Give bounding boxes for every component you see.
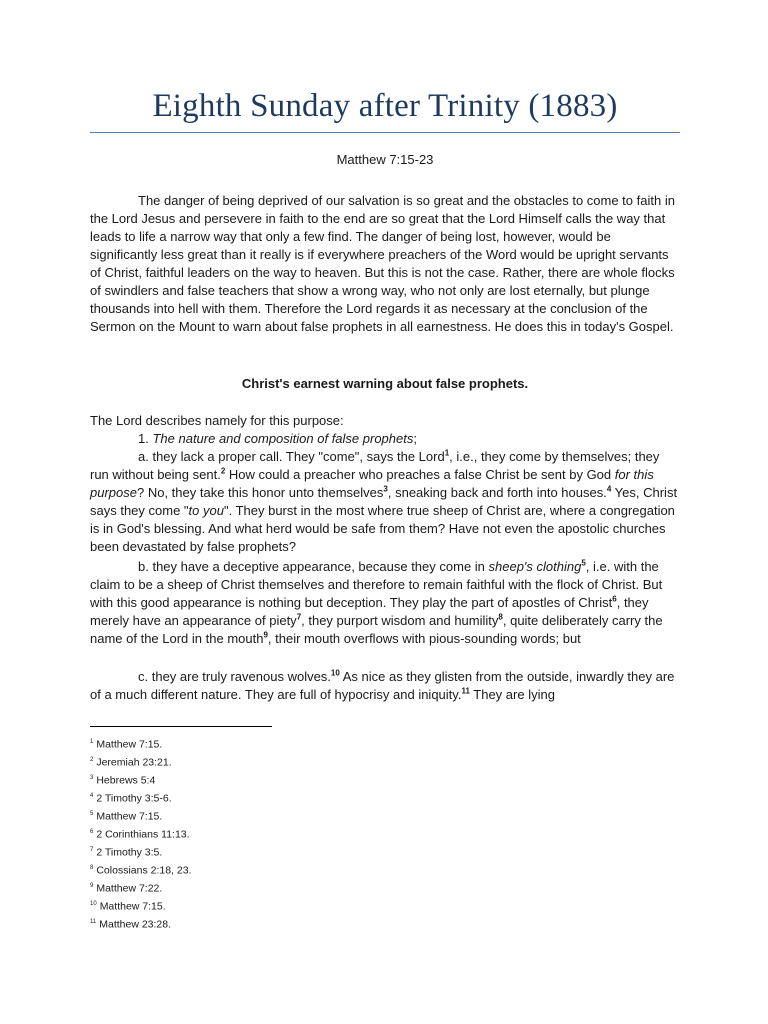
point-1 <box>90 430 728 448</box>
footnote-item <box>90 879 390 897</box>
footnote-text: Matthew 23:28. <box>99 918 172 931</box>
para-a-text: , sneaking back and forth into houses. <box>387 485 607 500</box>
para-b-text: , their mouth overflows with pious-sounding words; but <box>267 631 581 646</box>
para-b-text: , i.e. with the claim to be a sheep of Christ themselves and therefore to remain faithful with the flock of Christ. But with this good appearance is nothing but deception. They play the part of apostles of Christ <box>90 559 663 610</box>
footnote-ref: 3 <box>383 484 388 494</box>
footnotes-list <box>90 735 390 933</box>
footnote-number: 8 <box>90 865 94 871</box>
para-c-text: As nice as they glisten from the outside, inwardly they are of a much different nature. They are full of hypocrisy and iniquity. <box>90 669 675 702</box>
para-b-emphasis: sheep's clothing <box>488 559 582 574</box>
footnote-item <box>90 843 390 861</box>
footnote-item <box>90 897 390 915</box>
footnote-ref: 8 <box>498 612 503 622</box>
footnote-text: Matthew 7:15. <box>96 738 163 751</box>
title-underline <box>90 132 680 133</box>
scripture-reference: Matthew 7:15-23 <box>336 152 434 167</box>
footnote-separator <box>90 726 272 727</box>
footnote-text: Matthew 7:15. <box>99 900 166 913</box>
para-a-text: ? No, they take this honor unto themselves <box>136 485 384 500</box>
footnote-number: 7 <box>90 847 94 853</box>
footnote-text: Matthew 7:22. <box>96 882 163 895</box>
para-a-text: How could a preacher who preaches a false Christ be sent by God <box>225 467 615 482</box>
footnote-item <box>90 825 390 843</box>
paragraph-c <box>90 668 680 704</box>
footnote-ref: 1 <box>444 448 450 458</box>
footnote-item <box>90 735 390 753</box>
footnote-ref: 11 <box>461 686 470 696</box>
para-a-emphasis: to you <box>188 503 224 518</box>
intro-paragraph: The danger of being deprived of our salvation is so great and the obstacles to come to faith in the Lord Jesus and persevere in faith to the end are so great that the Lord Himself calls the way that leads to life a narrow way that only a few find. The danger of being lost, however, would be significantly less great than it really is if everywhere preachers of the Word would be upright servants of Christ, faithful leaders on the way to heaven. But this is not the case. Rather, there are whole flocks of swindlers and false teachers that show a wrong way, who not only are lost eternally, but plunge thousands into hell with them. Therefore the Lord regards it as necessary at the conclusion of the Sermon on the Mount to warn about false prophets in all earnestness. He does this in today's Gospel. <box>90 193 675 334</box>
footnote-text: Hebrews 5:4 <box>96 774 156 787</box>
footnote-ref: 10 <box>330 668 340 678</box>
para-a-text: , i.e., they come by themselves; they run without being sent. <box>90 449 660 482</box>
footnote-number: 11 <box>90 919 97 925</box>
footnote-text: Colossians 2:18, 23. <box>96 864 192 877</box>
point-1-text: The nature and composition of false prophets <box>152 431 414 446</box>
footnote-ref: 5 <box>581 558 586 568</box>
sermon-theme: Christ's earnest warning about false prophets. <box>241 376 529 391</box>
para-c-text: They are lying <box>469 687 555 702</box>
para-b-text: , they merely have an appearance of piety <box>90 595 649 628</box>
footnote-item <box>90 789 390 807</box>
footnote-number: 3 <box>90 775 94 781</box>
footnote-ref: 9 <box>263 630 268 640</box>
point-1-number: 1. <box>138 431 149 446</box>
lead-line: The Lord describes namely for this purpose: <box>90 413 344 428</box>
point-1-end: ; <box>413 431 417 446</box>
footnote-number: 1 <box>90 739 94 745</box>
page-title: Eighth Sunday after Trinity (1883) <box>152 88 618 124</box>
footnote-item <box>90 861 390 879</box>
footnote-number: 6 <box>90 829 94 835</box>
paragraph-b <box>90 558 680 648</box>
paragraph-a <box>90 448 680 556</box>
para-b-text: , they purport wisdom and humility <box>301 613 499 628</box>
footnote-number: 9 <box>90 883 94 889</box>
footnote-ref: 4 <box>606 484 612 494</box>
footnote-text: Matthew 7:15. <box>96 810 163 823</box>
para-b-text: b. they have a deceptive appearance, because they come in <box>138 559 489 574</box>
para-a-text: Yes, Christ says they come " <box>90 485 678 518</box>
footnote-number: 4 <box>90 793 94 799</box>
footnote-item <box>90 753 390 771</box>
footnote-number: 5 <box>90 811 94 817</box>
footnote-text: 2 Corinthians 11:13. <box>96 828 190 841</box>
para-a-text: a. they lack a proper call. They "come", says the Lord <box>138 449 445 464</box>
footnote-text: Jeremiah 23:21. <box>96 756 172 769</box>
para-b-text: , quite deliberately carry the name of the Lord in the mouth <box>90 613 663 646</box>
para-c-text: c. they are truly ravenous wolves. <box>138 669 331 684</box>
footnote-item <box>90 771 390 789</box>
footnote-ref: 6 <box>612 594 617 604</box>
para-a-emphasis: for this purpose <box>90 467 654 500</box>
footnote-text: 2 Timothy 3:5-6. <box>96 792 172 805</box>
footnote-number: 2 <box>90 757 94 763</box>
footnote-item <box>90 915 390 933</box>
footnote-item <box>90 807 390 825</box>
footnote-ref: 7 <box>296 612 302 622</box>
footnote-number: 10 <box>90 901 97 907</box>
footnote-ref: 2 <box>220 466 226 476</box>
para-a-text: ". They burst in the most where true sheep of Christ are, where a congregation is in God's blessing. And what herd would be safe from them? Have not even the apostolic churches been devastated by false prophets? <box>90 503 675 554</box>
footnote-text: 2 Timothy 3:5. <box>96 846 163 859</box>
